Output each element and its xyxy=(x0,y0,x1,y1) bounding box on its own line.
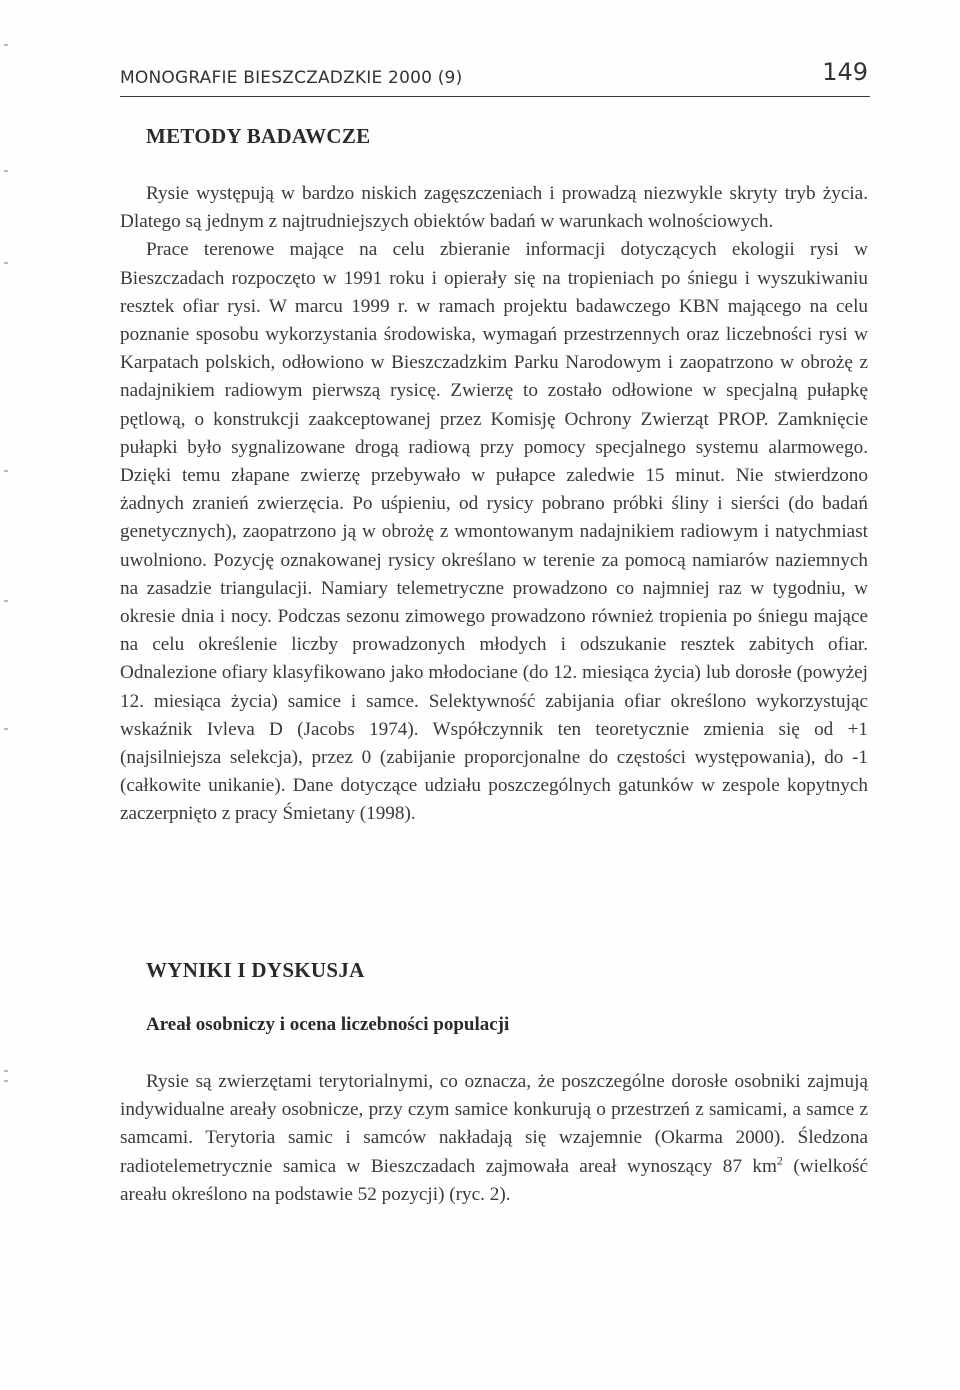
scan-mark xyxy=(4,44,8,46)
methods-paragraph-1: Rysie występują w bardzo niskich zagęszczeniach i prowadzą niezwykle skryty tryb życia. Dlatego są jednym z najtrudniejszych obiektów badań w warunkach wolnościowych. xyxy=(120,183,868,233)
section-heading-methods: METODY BADAWCZE xyxy=(146,124,371,148)
journal-title: MONOGRAFIE BIESZCZADZKIE 2000 (9) xyxy=(120,68,463,88)
scan-mark xyxy=(4,262,8,264)
section-heading-results: WYNIKI I DYSKUSJA xyxy=(146,958,365,982)
running-header xyxy=(120,58,870,97)
results-paragraph-1-text-a: Rysie są zwierzętami terytorialnymi, co oznacza, że poszczególne dorosłe osobniki zajmują indywidualne areały osobnicze, przy czym samice konkurują o przestrzeń z samicami, a samce z samcami. Terytoria samic i samców nakładają się wzajemnie (Okarma 2000). Śledzona radiotelemetrycznie samica w Bieszczadach zajmowała areał wynoszący 87 km xyxy=(120,1071,868,1177)
scan-edge-marks xyxy=(4,0,10,1390)
scan-mark xyxy=(4,1080,8,1082)
results-paragraph-1 xyxy=(120,1068,868,1209)
results-paragraph-1-text-b: (wielkość areału określono na podstawie 52 pozycji) (ryc. 2). xyxy=(120,1155,868,1205)
scan-mark xyxy=(4,1070,8,1072)
page-number: 149 xyxy=(822,58,868,86)
methods-body xyxy=(120,180,868,829)
scan-mark xyxy=(4,600,8,602)
scan-mark xyxy=(4,470,8,472)
superscript-2: 2 xyxy=(776,1153,783,1168)
subsection-heading-home-range: Areał osobniczy i ocena liczebności populacji xyxy=(146,1014,510,1035)
scan-mark xyxy=(4,170,8,172)
results-body xyxy=(120,1068,868,1209)
scan-mark xyxy=(4,728,8,730)
methods-paragraph-2: Prace terenowe mające na celu zbieranie informacji dotyczących ekologii rysi w Bieszczadach rozpoczęto w 1991 roku i opierały się na tropieniach po śniegu i wyszukiwaniu resztek ofiar rysi. W marcu 1999 r. w ramach projektu badawczego KBN mającego na celu poznanie sposobu wykorzystania środowiska, wymagań przestrzennych oraz liczebności rysi w Karpatach polskich, odłowiono w Bieszczadzkim Parku Narodowym i zaopatrzono w obrożę z nadajnikiem radiowym pierwszą rysicę. Zwierzę to zostało odłowione w specjalną pułapkę pętlową, o konstrukcji zaakceptowanej przez Komisję Ochrony Zwierząt PROP. Zamknięcie pułapki było sygnalizowane drogą radiową przy pomocy specjalnego systemu alarmowego. Dzięki temu złapane zwierzę przebywało w pułapce zaledwie 15 minut. Nie stwierdzono żadnych zranień zwierzęcia. Po uśpieniu, od rysicy pobrano próbki śliny i sierści (do badań genetycznych), zaopatrzono ją w obrożę z wmontowanym nadajnikiem radiowym i natychmiast uwolniono. Pozycję oznakowanej rysicy określano w terenie za pomocą namiarów naziemnych na zasadzie triangulacji. Namiary telemetryczne prowadzono co najmniej raz w tygodniu, w okresie dnia i nocy. Podczas sezonu zimowego prowadzono również tropienia po śniegu mające na celu określenie liczby prowadzonych młodych i odszukanie resztek zabitych ofiar. Odnalezione ofiary klasyfikowano jako młodociane (do 12. miesiąca życia) lub dorosłe (powyżej 12. miesiąca życia) samice i samce. Selektywność zabijania ofiar określono wykorzystując wskaźnik Ivleva D (Jacobs 1974). Współczynnik ten teoretycznie zmienia się od +1 (najsilniejsza selekcja), przez 0 (zabijanie proporcjonalne do częstości występowania), do -1 (całkowite unikanie). Dane dotyczące udziału poszczególnych gatunków w zespole kopytnych zaczerpnięto z pracy Śmietany (1998). xyxy=(120,239,868,825)
